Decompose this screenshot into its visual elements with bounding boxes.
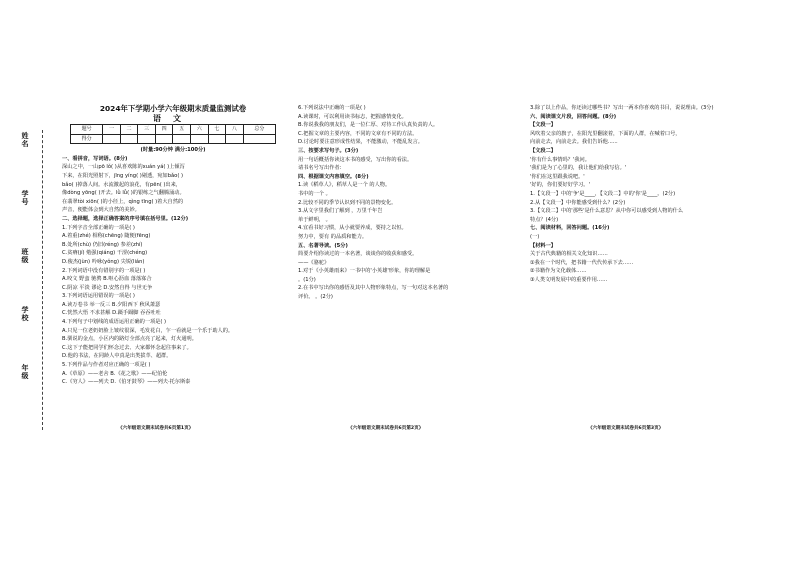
score-cell-blank[interactable]: [173, 134, 191, 144]
score-cell-blank[interactable]: [155, 134, 173, 144]
score-cell: 八: [226, 125, 244, 135]
question-line: 4.下列句子中划线的成语运用正确的一项是( ): [62, 319, 167, 326]
question-line: 像dòng yōng( )开去。lǜ lǚ( )的银练之气翻腾涌动。: [62, 190, 185, 197]
question-line: '你有什么事情吗？'我问。: [530, 156, 590, 163]
score-cell: 四: [155, 125, 173, 135]
score-cell-blank[interactable]: [103, 134, 121, 144]
question-line: 4.宜看书好习惯，从小就要养成，要持之以恒。: [298, 225, 407, 232]
score-cell: 一: [103, 125, 121, 135]
question-line: A.《草原》——老舍 B.《花之歌》——纪伯伦: [62, 370, 168, 377]
question-line: A.咬文 野蛮 驰骋 B.呕心沥血 落落寡合: [62, 276, 152, 283]
question-line: 【文段一】: [530, 122, 556, 129]
question-line: 四、根据课文内容填空。(8分): [298, 173, 369, 180]
binding-label-id: 学号: [21, 190, 29, 206]
question-line: 在翡翠tòi xiōn( )的小径上，qìng tīng( )着大自然的: [62, 198, 184, 205]
score-cell: 得分: [71, 134, 103, 144]
score-cell: 六: [191, 125, 209, 135]
question-line: 2.在书中写出你的感悟及其中人物形象特点，写一句对这本名著的: [298, 285, 449, 292]
question-line: 书中的一个 。: [298, 190, 331, 197]
binding-margin: [12, 130, 52, 430]
question-line: 1.【文段一】中的'争'是____，【文段二】中的'你'是____。(2分): [530, 190, 676, 197]
question-line: 向前走去，向前走去。我们告诉他......: [530, 139, 618, 146]
question-line: B.驯说的金点，小区内的路灯全部点亮了起来，灯火通明。: [62, 336, 197, 343]
question-line: 1.下列字音全部正确的一项是( ): [62, 224, 135, 231]
score-table-score-row: [71, 134, 276, 144]
question-line: 用一句话概括你读这本书的感受，写出你的看法。: [298, 156, 413, 163]
score-table: [70, 124, 276, 144]
page-column-2: [298, 104, 522, 302]
question-line: D.他的书法，在同龄人中真是出类拔萃、超群。: [62, 353, 172, 360]
question-line: A.只见一位老奶奶脸上皱纹很深，毛发花白，乍一看就是一个乐于助人的。: [62, 327, 234, 334]
binding-label-grade: 年级: [21, 364, 29, 380]
score-cell: 五: [173, 125, 191, 135]
score-table-header-row: [71, 125, 276, 135]
question-line: ③人类文明发展中的重要作用……: [530, 276, 608, 283]
question-line: C.这下子能把同学们怀念过去、大家都怀念起往事来了。: [62, 344, 192, 351]
question-line: 关于古代典籍的相关文化知识……: [530, 251, 608, 258]
question-line: 。(1分): [298, 276, 316, 283]
question-line: 3.【文段二】中的'那些'是什么意思？从中你可以感受到人物的什么: [530, 208, 684, 215]
question-line: 六、阅读课文片段，回答问题。(8分): [530, 113, 617, 120]
question-line: C.把握文章的主要内容，不同的文章有不同的方法。: [298, 130, 418, 137]
page-column-3: [530, 104, 762, 284]
question-line: 【材料一】: [530, 242, 556, 249]
question-line: 5.下列作品与作者对应正确的一项是( ): [62, 362, 151, 369]
question-line: D.俊杰(jùn) 吟咏(yǒng) 尖锐(lián): [62, 258, 145, 265]
question-line: ——《骆驼》: [298, 259, 330, 266]
score-cell-blank[interactable]: [208, 134, 226, 144]
score-cell: 题号: [71, 125, 103, 135]
question-line: A.着重(zhé) 相称(chēng) 随便(fēng): [62, 233, 151, 240]
column-1-questions: [62, 155, 284, 387]
binding-label-school: 学校: [21, 306, 29, 322]
question-line: 简要介绍你读过的一本名著，谈谈你的收获和感受。: [298, 251, 418, 258]
question-line: 评价。 。(2分): [298, 294, 333, 301]
score-cell-blank[interactable]: [243, 134, 275, 144]
question-line: bǎo( )掉落人间。水流激起的浪花，有pēn( )出来，: [62, 181, 181, 188]
question-line: C.恍然大悟 不求甚解 D.蹑手蹑脚 吞吞吐吐: [62, 310, 161, 317]
question-line: 单于鲜明， 。: [298, 216, 331, 223]
binding-dashed-line: [42, 130, 43, 430]
score-cell: 二: [120, 125, 138, 135]
question-line: 二、选择题，选择正确答案的序号填在括号里。(12分): [62, 215, 189, 222]
question-line: 一、看拼音，写词语。(8分): [62, 155, 128, 162]
question-line: '你们在这里跟我说吧。': [530, 173, 585, 180]
score-cell-blank[interactable]: [191, 134, 209, 144]
score-cell-blank[interactable]: [120, 134, 138, 144]
question-line: 声音，便能体会到大自然的美妙。: [62, 207, 140, 214]
question-line: 下来，在阳光照射下，jīng yíng( )剔透，宛如bǎo( ): [62, 172, 184, 179]
exam-title: 2024年下学期小学六年级期末质量监测试卷: [99, 104, 247, 113]
question-line: 风吹着父亲的旗子，在阳光里翻滚着，下面的人群，在喊着口号，: [530, 130, 681, 137]
question-line: D.讨论时要注意形成性结果，不能激动，不能乱发言。: [298, 139, 423, 146]
question-line: 努力中，要有 的品质和能力。: [298, 233, 368, 240]
page-footer-1: 《六年级语文期末试卷共6页第1页》: [118, 426, 194, 431]
question-line: A.读课时，可以利用读书标志，把握感情变化。: [298, 113, 407, 120]
question-line: ②书籍作为文化载体……: [530, 268, 587, 275]
question-line: 特点？(4分): [530, 216, 559, 223]
question-line: 请书名号写出作者：: [298, 165, 345, 172]
page-footer-2: 《六年级语文期末试卷共6页第2页》: [348, 426, 424, 431]
question-line: 6.下列说法中正确的一项是( ): [298, 105, 366, 111]
question-line: 2.下列词语中没有错别字的一项是( ): [62, 267, 146, 274]
question-line: A.读万卷书 举一反三 B.夕阳西下 秋风萧瑟: [62, 301, 161, 308]
page-footer-3: 《六年级语文期末试卷共6页第3页》: [588, 426, 664, 431]
page-column-1: [62, 104, 284, 387]
question-line: (一): [530, 233, 540, 240]
question-line: 五、名著导读。(5分): [298, 242, 348, 249]
question-line: C.阴凉 平淡 谬论 D.安然自得 与世无争: [62, 284, 153, 291]
question-line: 2.比较不同的季节认识到不同的景物变化。: [298, 199, 397, 206]
column-2-questions: [298, 104, 522, 302]
score-cell: 三: [138, 125, 156, 135]
column-3-questions: [530, 104, 762, 284]
question-line: C.贫瘠(jí) 勉强(qiáng) 干涩(chéng): [62, 250, 148, 257]
question-line: ①我在一个时代，把书籍一代代传承下去……: [530, 259, 634, 266]
question-line: 3.从文字里我们了解到 ，万里千年岂: [298, 208, 383, 215]
score-cell-blank[interactable]: [138, 134, 156, 144]
question-line: 七、阅读材料，回答问题。(16分): [530, 225, 610, 232]
question-line: '好的，你们要好好学习。': [530, 182, 590, 189]
question-line: 【文段二】: [530, 147, 556, 154]
question-line: B.处所(chù) 仍旧(réng) 参差(zhí): [62, 241, 143, 248]
score-cell: 七: [208, 125, 226, 135]
score-cell: 总分: [243, 125, 275, 135]
question-line: 1.读《稻草人》，稻草人是一个 的人物。: [298, 182, 391, 189]
question-line: 1.对于《小英雄雨来》一书中的'小英雄'形象，你的理解是: [298, 268, 431, 275]
binding-label-name: 姓名: [21, 132, 29, 148]
score-cell-blank[interactable]: [226, 134, 244, 144]
question-line: C.《穷人》——列夫 D.《伯牙鼓琴》——列夫·托尔斯泰: [62, 379, 191, 386]
question-line: 2.从【文段一】中你能感受到什么？(2分): [530, 199, 626, 206]
exam-meta: (时量:90分钟 满分:100分): [140, 147, 206, 154]
exam-subject: 语文: [153, 114, 193, 123]
question-line: B.你说我我的朋友们，是一位仁厚、对待工作认真负责的人。: [298, 122, 439, 129]
binding-label-class: 班级: [21, 248, 29, 264]
question-line: 三、按要求写句子。(3分): [298, 147, 359, 154]
question-line: 3.下列词语运用错误的一项是( ): [62, 293, 135, 300]
question-line: '我们是为了心里的，我让他们给我写信。': [530, 165, 627, 172]
question-line: 深山之中，一山pō lǒ( )从喜欢陈的xuán yá( )上倾泻: [62, 164, 185, 171]
question-line: 3.除了以上作品，你还读过哪些书？写出一两本你喜欢的书目，说说理由。(3分): [530, 105, 714, 111]
